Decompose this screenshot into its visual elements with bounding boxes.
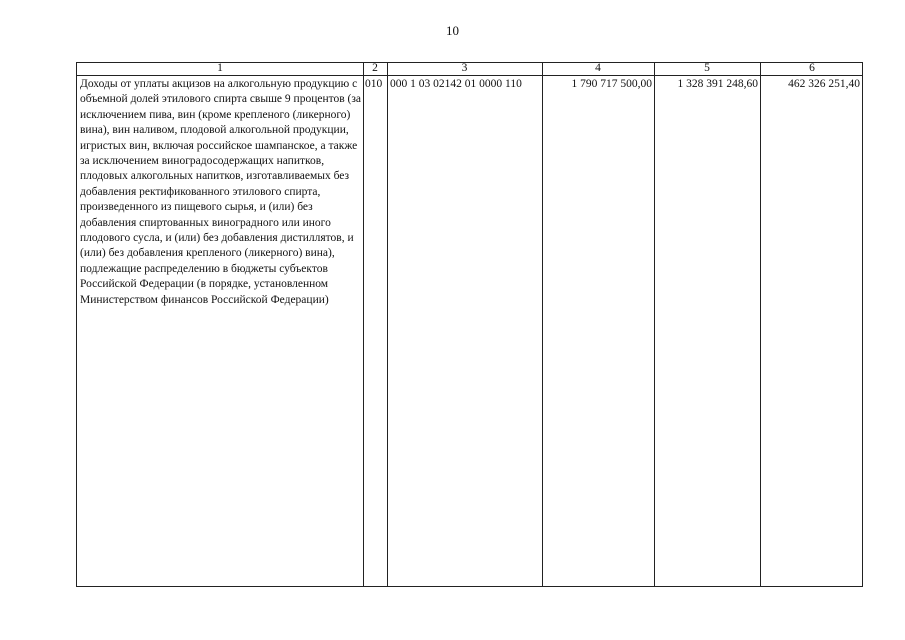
revenue-table [76,62,863,587]
budget-classification-code: 000 1 03 02142 01 0000 110 [390,78,522,90]
header-col-6: 6 [809,62,815,74]
column-divider [654,63,655,586]
revenue-description: Доходы от уплаты акцизов на алкогольную продукцию с объемной долей этилового спирта свыше 9 процентов (за исключением пива, вин (кроме крепленого (ликерного) вина), вин наливом, плодовой алкогольной продукции, игристых вин, включая российское шампанское, а также за исключением виноградосодержащих напитков, плодовых алкогольных напитков, изготавливаемых без добавления ректификованного этилового спирта, произведенного из пищевого сырья, и (или) без добавления спиртованных виноградного или иного плодового сусла, и (или) без добавления дистиллятов, и (или) без добавления крепленого (ликерного) вина), подлежащие распределению в бюджеты субъектов Российской Федерации (в порядке, установленном Министерством финансов Российской Федерации) [80,78,362,306]
header-col-1: 1 [217,62,223,74]
amount-col-4: 1 790 717 500,00 [571,78,652,90]
column-divider [760,63,761,586]
header-divider [77,75,862,76]
header-col-2: 2 [372,62,378,74]
header-col-5: 5 [704,62,710,74]
column-divider [542,63,543,586]
amount-col-5: 1 328 391 248,60 [677,78,758,90]
header-col-4: 4 [595,62,601,74]
amount-col-6: 462 326 251,40 [788,78,860,90]
header-col-3: 3 [461,62,468,74]
admin-code: 010 [365,78,383,90]
column-divider [387,63,388,586]
page-number: 10 [446,23,459,38]
column-divider [363,63,364,586]
